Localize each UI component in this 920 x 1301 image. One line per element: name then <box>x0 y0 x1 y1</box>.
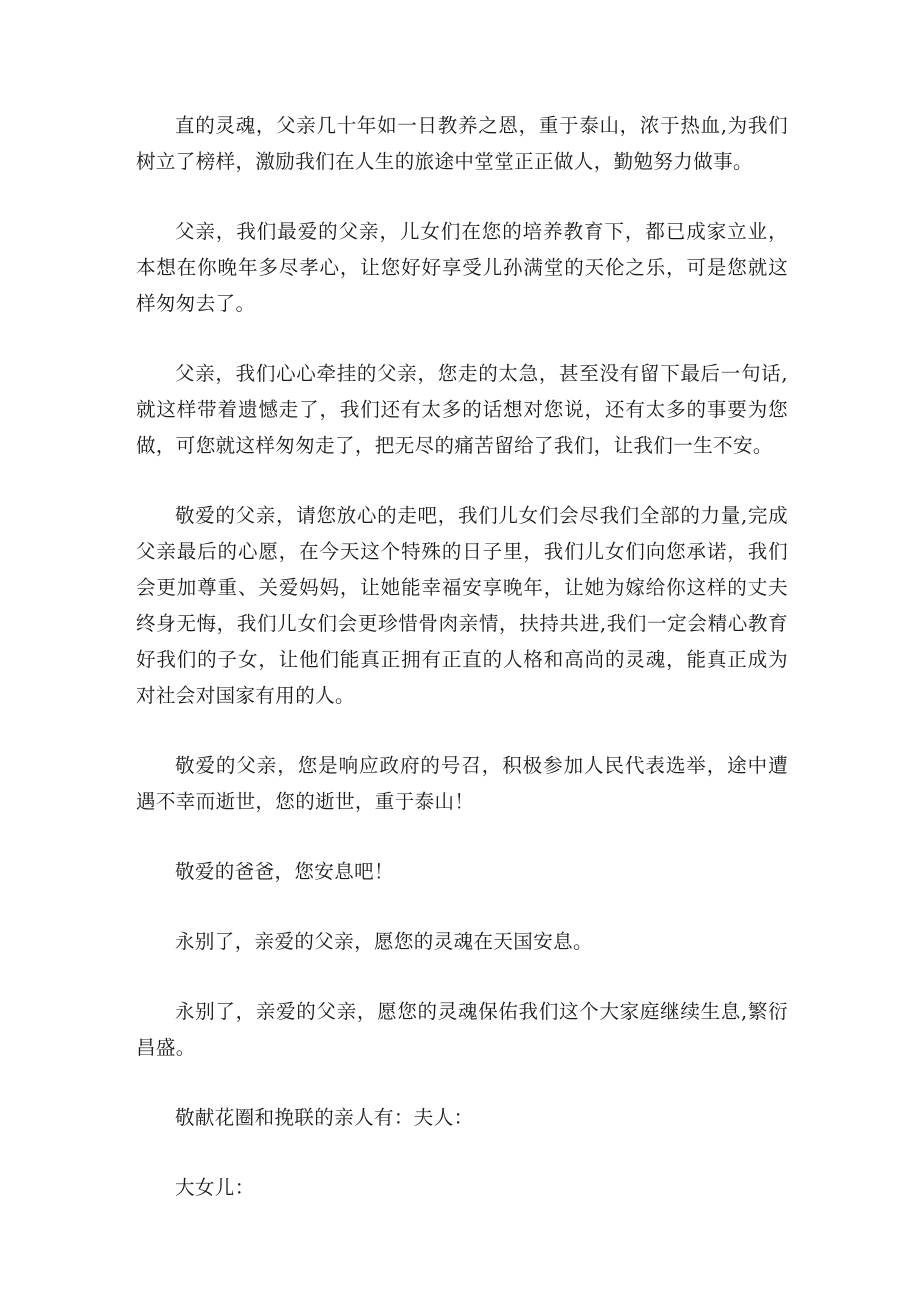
paragraph-7: 永别了，亲爱的父亲，愿您的灵魂在天国安息。 <box>175 930 593 953</box>
paragraph-2: 父亲，我们最爱的父亲，儿女们在您的培养教育下，都已成家立业，本想在你晚年多尽孝心，让您好好享受儿孙满堂的天伦之乐，可是您就这样匆匆去了。 <box>136 220 788 315</box>
paragraph-4: 敬爱的父亲，请您放心的走吧，我们儿女们会尽我们全部的力量,完成父亲最后的心愿，在今天这个特殊的日子里，我们儿女们向您承诺，我们会更加尊重、关爱妈妈，让她能幸福安享晚年，让她为嫁给你这样的丈夫终身无悔，我们儿女们会更珍惜骨肉亲情，扶持共进,我们一定会精心教育好我们的子女，让他们能真正拥有正直的人格和高尚的灵魂，能真正成为对社会对国家有用的人。 <box>136 504 788 707</box>
paragraph-8: 永别了，亲爱的父亲，愿您的灵魂保佑我们这个大家庭继续生息,繁衍昌盛。 <box>136 1000 788 1059</box>
paragraph-3: 父亲，我们心心牵挂的父亲，您走的太急，甚至没有留下最后一句话,就这样带着遗憾走了，我们还有太多的话想对您说，还有太多的事要为您做，可您就这样匆匆走了，把无尽的痛苦留给了我们，让我们一生不安。 <box>136 362 788 457</box>
paragraph-5: 敬爱的父亲，您是响应政府的号召，积极参加人民代表选举，途中遭遇不幸而逝世，您的逝世，重于泰山！ <box>136 754 788 813</box>
paragraph-6: 敬爱的爸爸，您安息吧！ <box>175 860 394 883</box>
paragraph-9: 敬献花圈和挽联的亲人有：夫人： <box>175 1106 474 1129</box>
paragraph-10: 大女儿： <box>175 1176 255 1199</box>
paragraph-1: 直的灵魂，父亲几十年如一日教养之恩，重于泰山，浓于热血,为我们树立了榜样，激励我们在人生的旅途中堂堂正正做人，勤勉努力做事。 <box>136 114 788 173</box>
